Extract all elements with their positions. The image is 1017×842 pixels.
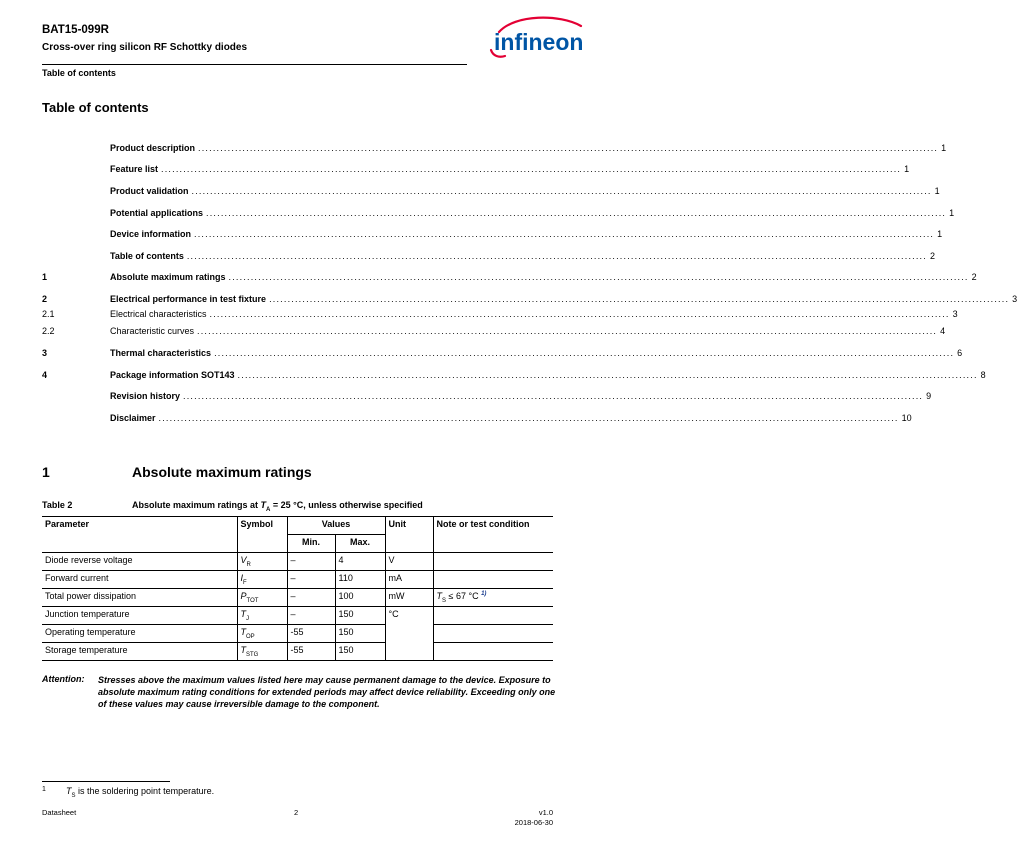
toc-entry-num bbox=[42, 142, 110, 154]
toc-entry-page: 3 bbox=[1012, 294, 1017, 304]
toc-entry[interactable] bbox=[42, 250, 935, 262]
cell-max: 150 bbox=[335, 643, 385, 661]
footer-page-number: 2 bbox=[294, 808, 299, 817]
toc-entry[interactable] bbox=[42, 271, 977, 283]
toc-entry[interactable] bbox=[42, 207, 955, 219]
toc-heading: Table of contents bbox=[42, 100, 149, 115]
cell-symbol bbox=[237, 625, 287, 643]
cell-min: – bbox=[287, 571, 335, 589]
document-title: BAT15-099R bbox=[42, 24, 109, 36]
toc-entry-num: 1 bbox=[42, 272, 48, 282]
col-header-parameter: Parameter bbox=[42, 517, 237, 553]
symbol: P bbox=[240, 591, 247, 601]
cell-symbol bbox=[237, 571, 287, 589]
toc-leader: ........................................................................................................................................................................................................ bbox=[186, 251, 927, 261]
cell-unit: °C bbox=[385, 607, 433, 661]
toc-entry-num bbox=[42, 390, 110, 402]
footer-doc-type: Datasheet bbox=[42, 808, 77, 817]
cell-note bbox=[433, 607, 553, 625]
col-header-values: Values bbox=[287, 517, 385, 535]
cell-parameter: Forward current bbox=[42, 571, 237, 589]
cell-note bbox=[433, 589, 553, 607]
cell-min: – bbox=[287, 607, 335, 625]
toc-entry[interactable] bbox=[42, 185, 940, 197]
cell-note bbox=[433, 643, 553, 661]
cell-parameter: Total power dissipation bbox=[42, 589, 237, 607]
toc-leader: ........................................................................................................................................................................................................ bbox=[206, 208, 947, 218]
cell-parameter: Junction temperature bbox=[42, 607, 237, 625]
toc-entry-title: Thermal characteristics bbox=[110, 348, 212, 358]
toc-entry-num bbox=[42, 207, 110, 219]
footnote-subscript: S bbox=[71, 792, 76, 799]
toc-entry-title: Product description bbox=[110, 143, 196, 153]
toc-entry-title: Product validation bbox=[110, 186, 189, 196]
toc-leader: ........................................................................................................................................................................................................ bbox=[209, 309, 950, 319]
symbol: V bbox=[240, 555, 247, 565]
attention-text: Stresses above the maximum values listed here may cause permanent damage to the device. Exposure to absolute maximum rating conditions for extended periods may affect device reliability. Exceeding only one of these values may cause irreversible damage to the component. bbox=[98, 675, 556, 709]
toc-entry-page: 9 bbox=[926, 391, 932, 401]
section-number: 1 bbox=[42, 464, 50, 480]
toc-leader: ........................................................................................................................................................................................................ bbox=[161, 164, 902, 174]
cell-note bbox=[433, 571, 553, 589]
col-header-symbol: Symbol bbox=[237, 517, 287, 553]
symbol: T bbox=[240, 645, 246, 655]
toc-entry-num: 2 bbox=[42, 294, 48, 304]
toc-entry[interactable] bbox=[42, 412, 912, 424]
table-row bbox=[42, 589, 553, 607]
table-row bbox=[42, 571, 553, 589]
footnote-number: 1 bbox=[42, 786, 46, 793]
caption-subscript: A bbox=[266, 506, 271, 513]
toc-entry[interactable] bbox=[42, 390, 932, 402]
cell-max: 100 bbox=[335, 589, 385, 607]
toc-entry-page: 2 bbox=[971, 272, 977, 282]
cell-min: – bbox=[287, 589, 335, 607]
cell-max: 4 bbox=[335, 553, 385, 571]
toc-entry-page: 1 bbox=[934, 186, 940, 196]
header-section-name: Table of contents bbox=[42, 68, 116, 78]
document-subtitle: Cross-over ring silicon RF Schottky diodes bbox=[42, 42, 248, 53]
table-row bbox=[42, 643, 553, 661]
toc-entry-title: Package information SOT143 bbox=[110, 370, 235, 380]
toc-leader: ........................................................................................................................................................................................................ bbox=[269, 294, 1010, 304]
toc-entry-page: 6 bbox=[957, 348, 963, 358]
toc-entry[interactable] bbox=[42, 347, 963, 359]
toc-entry-page: 1 bbox=[937, 229, 943, 239]
toc-entry-page: 1 bbox=[904, 164, 910, 174]
symbol: T bbox=[240, 609, 246, 619]
caption-text-end: = 25 °C, unless otherwise specified bbox=[270, 500, 423, 510]
toc-entry-num bbox=[42, 163, 110, 175]
cell-parameter: Storage temperature bbox=[42, 643, 237, 661]
toc-entry-page: 3 bbox=[952, 309, 958, 319]
toc-entry-num: 4 bbox=[42, 370, 48, 380]
footnote-reference-link[interactable]: 1) bbox=[481, 591, 487, 597]
toc-entry[interactable] bbox=[42, 369, 986, 381]
toc-entry[interactable] bbox=[42, 142, 947, 154]
toc-entry-page: 4 bbox=[940, 326, 946, 336]
table-row bbox=[42, 625, 553, 643]
cell-unit: mW bbox=[385, 589, 433, 607]
symbol: T bbox=[240, 627, 246, 637]
toc-entry-title: Device information bbox=[110, 229, 192, 239]
table-caption bbox=[132, 500, 423, 513]
symbol-subscript: J bbox=[246, 615, 249, 622]
cell-min: -55 bbox=[287, 643, 335, 661]
footnote-rule bbox=[42, 781, 170, 782]
toc-entry-title: Table of contents bbox=[110, 251, 184, 261]
toc-leader: ........................................................................................................................................................................................................ bbox=[198, 143, 939, 153]
toc-entry-num bbox=[42, 412, 110, 424]
toc-leader: ........................................................................................................................................................................................................ bbox=[191, 186, 932, 196]
toc-entry-num bbox=[42, 228, 110, 240]
caption-text: Absolute maximum ratings at bbox=[132, 500, 261, 510]
toc-entry-num bbox=[42, 185, 110, 197]
footnote-text bbox=[66, 786, 214, 799]
cell-parameter: Operating temperature bbox=[42, 625, 237, 643]
cell-symbol bbox=[237, 553, 287, 571]
symbol-subscript: STG bbox=[246, 651, 259, 658]
toc-entry-title: Characteristic curves bbox=[110, 326, 195, 336]
symbol: I bbox=[240, 573, 244, 583]
section-title: Absolute maximum ratings bbox=[132, 464, 312, 480]
toc-entry-page: 8 bbox=[980, 370, 986, 380]
toc-entry-title: Feature list bbox=[110, 164, 159, 174]
toc-entry-num: 2.1 bbox=[42, 309, 55, 319]
symbol-subscript: R bbox=[246, 561, 251, 568]
cell-max: 110 bbox=[335, 571, 385, 589]
col-header-min: Min. bbox=[287, 535, 335, 553]
toc-entry-title: Absolute maximum ratings bbox=[110, 272, 226, 282]
cell-min: -55 bbox=[287, 625, 335, 643]
note-subscript: S bbox=[442, 597, 447, 604]
symbol-subscript: OP bbox=[246, 633, 255, 640]
col-header-max: Max. bbox=[335, 535, 385, 553]
header-rule bbox=[42, 64, 467, 65]
cell-symbol bbox=[237, 607, 287, 625]
note-text: ≤ 67 °C bbox=[446, 591, 482, 601]
cell-parameter: Diode reverse voltage bbox=[42, 553, 237, 571]
cell-min: – bbox=[287, 553, 335, 571]
toc-entry-page: 2 bbox=[929, 251, 935, 261]
toc-entry-num: 2.2 bbox=[42, 326, 55, 336]
toc-entry[interactable] bbox=[42, 308, 958, 320]
toc-entry-num: 3 bbox=[42, 348, 48, 358]
toc-entry-page: 1 bbox=[949, 208, 955, 218]
cell-max: 150 bbox=[335, 625, 385, 643]
toc-entry[interactable] bbox=[42, 325, 946, 337]
footer-date: 2018-06-30 bbox=[514, 818, 553, 827]
table-label: Table 2 bbox=[42, 500, 73, 510]
toc-entry[interactable] bbox=[42, 293, 1017, 305]
toc-entry[interactable] bbox=[42, 228, 943, 240]
footer-version: v1.0 bbox=[538, 808, 553, 817]
infineon-logo bbox=[485, 12, 585, 62]
toc-leader: ........................................................................................................................................................................................................ bbox=[197, 326, 938, 336]
footnote-symbol: T bbox=[66, 786, 72, 796]
cell-symbol bbox=[237, 643, 287, 661]
toc-entry-title: Electrical characteristics bbox=[110, 309, 207, 319]
toc-leader: ........................................................................................................................................................................................................ bbox=[158, 413, 899, 423]
col-header-note: Note or test condition bbox=[433, 517, 553, 553]
logo-text: infineon bbox=[494, 29, 584, 55]
cell-note bbox=[433, 553, 553, 571]
col-header-unit: Unit bbox=[385, 517, 433, 553]
toc-leader: ........................................................................................................................................................................................................ bbox=[194, 229, 935, 239]
cell-note bbox=[433, 625, 553, 643]
table-row bbox=[42, 553, 553, 571]
caption-symbol: T bbox=[260, 500, 267, 510]
cell-unit: mA bbox=[385, 571, 433, 589]
note-symbol: T bbox=[436, 591, 442, 601]
attention-label: Attention: bbox=[42, 674, 85, 684]
toc-leader: ........................................................................................................................................................................................................ bbox=[228, 272, 969, 282]
cell-symbol bbox=[237, 589, 287, 607]
toc-entry-title: Potential applications bbox=[110, 208, 204, 218]
toc-entry[interactable] bbox=[42, 163, 910, 175]
toc-entry-page: 1 bbox=[941, 143, 947, 153]
toc-leader: ........................................................................................................................................................................................................ bbox=[183, 391, 924, 401]
absolute-max-ratings-table bbox=[42, 516, 553, 661]
table-row bbox=[42, 607, 553, 625]
toc-entry-title: Disclaimer bbox=[110, 413, 156, 423]
cell-unit: V bbox=[385, 553, 433, 571]
symbol-subscript: TOT bbox=[246, 597, 259, 604]
symbol-subscript: F bbox=[243, 579, 247, 586]
toc-leader: ........................................................................................................................................................................................................ bbox=[214, 348, 955, 358]
toc-entry-title: Revision history bbox=[110, 391, 181, 401]
cell-max: 150 bbox=[335, 607, 385, 625]
toc-entry-page: 10 bbox=[901, 413, 912, 423]
toc-leader: ........................................................................................................................................................................................................ bbox=[237, 370, 978, 380]
toc-entry-title: Electrical performance in test fixture bbox=[110, 294, 267, 304]
footnote-body: is the soldering point temperature. bbox=[75, 786, 215, 796]
toc-entry-num bbox=[42, 250, 110, 262]
